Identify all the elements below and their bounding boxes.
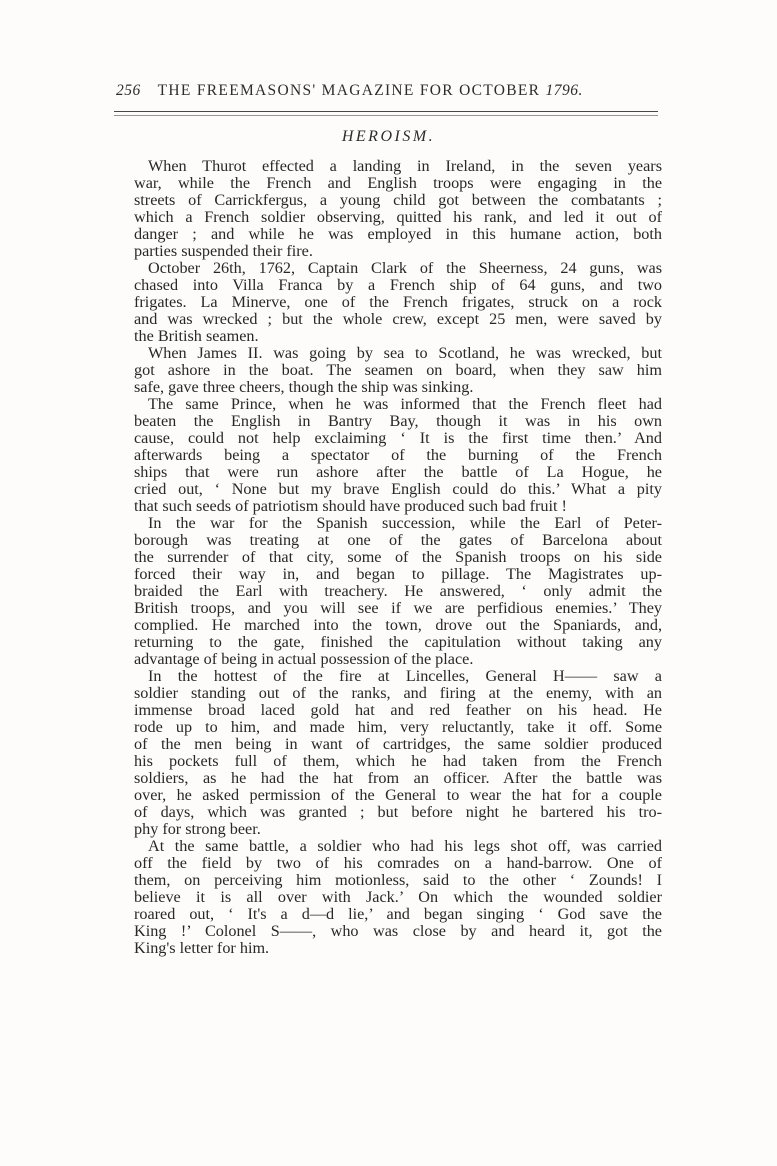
text-line: ships that were run ashore after the battle of La Hogue, he — [134, 464, 662, 481]
text-line: the surrender of that city, some of the Spanish troops on his side — [134, 549, 662, 566]
text-line: the British seamen. — [134, 328, 259, 345]
text-line: streets of Carrickfergus, a young child got between the combatants ; — [134, 192, 662, 209]
text-line: over, he asked permission of the General to wear the hat for a couple — [134, 787, 662, 804]
text-line: October 26th, 1762, Captain Clark of the Sheerness, 24 guns, was — [148, 260, 662, 277]
publication-year: 1796. — [545, 82, 583, 99]
text-line: When James II. was going by sea to Scotland, he was wrecked, but — [148, 345, 662, 362]
text-line: immense broad laced gold hat and red feather on his head. He — [134, 702, 662, 719]
text-line: phy for strong beer. — [134, 821, 261, 838]
text-line: afterwards being a spectator of the burning of the French — [134, 447, 662, 464]
text-line: of days, which was granted ; but before night he bartered his tro- — [134, 804, 662, 821]
text-line: When Thurot effected a landing in Ireland, in the seven years — [148, 158, 662, 175]
text-line: returning to the gate, finished the capitulation without taking any — [134, 634, 662, 651]
text-line: them, on perceiving him motionless, said to the other ‘ Zounds! I — [134, 872, 662, 889]
header-rule — [114, 111, 658, 112]
text-line: In the war for the Spanish succession, while the Earl of Peter- — [148, 515, 662, 532]
article-title: HEROISM. — [341, 128, 436, 145]
text-line: British troops, and you will see if we are perfidious enemies.’ They — [134, 600, 662, 617]
text-line: war, while the French and English troops were engaging in the — [134, 175, 662, 192]
text-line: got ashore in the boat. The seamen on board, when they saw him — [134, 362, 662, 379]
text-line: beaten the English in Bantry Bay, though it was in his own — [134, 413, 662, 430]
text-line: roared out, ‘ It's a d—d lie,’ and began singing ‘ God save the — [134, 906, 662, 923]
text-line: cause, could not help exclaiming ‘ It is the first time then.’ And — [134, 430, 662, 447]
text-line: frigates. La Minerve, one of the French frigates, struck on a rock — [134, 294, 662, 311]
text-line: soldier standing out of the ranks, and firing at the enemy, with an — [134, 685, 662, 702]
text-line: safe, gave three cheers, though the ship was sinking. — [134, 379, 474, 396]
publication-title: THE FREEMASONS' MAGAZINE FOR OCTOBER — [157, 82, 541, 99]
header-rule-thin — [114, 115, 658, 116]
page-number: 256 — [116, 82, 141, 99]
text-line: and was wrecked ; but the whole crew, except 25 men, were saved by — [134, 311, 662, 328]
text-line: King !’ Colonel S——, who was close by and heard it, got the — [134, 923, 662, 940]
text-line: At the same battle, a soldier who had his legs shot off, was carried — [148, 838, 662, 855]
text-line: off the field by two of his comrades on a hand-barrow. One of — [134, 855, 662, 872]
text-line: braided the Earl with treachery. He answered, ‘ only admit the — [134, 583, 662, 600]
text-line: The same Prince, when he was informed that the French fleet had — [148, 396, 662, 413]
text-line: which a French soldier observing, quitted his rank, and led it out of — [134, 209, 662, 226]
text-line: King's letter for him. — [134, 940, 270, 957]
text-line: believe it is all over with Jack.’ On which the wounded soldier — [134, 889, 662, 906]
article-body — [134, 158, 662, 957]
text-line: of the men being in want of cartridges, the same soldier produced — [134, 736, 662, 753]
text-line: parties suspended their fire. — [134, 243, 313, 260]
text-line: In the hottest of the fire at Lincelles, General H—— saw a — [148, 668, 662, 685]
text-line: his pockets full of them, which he had taken from the French — [134, 753, 662, 770]
text-line: that such seeds of patriotism should have produced such bad fruit ! — [134, 498, 567, 515]
text-line: borough was treating at one of the gates of Barcelona about — [134, 532, 662, 549]
text-line: soldiers, as he had the hat from an officer. After the battle was — [134, 770, 662, 787]
text-line: forced their way in, and began to pillage. The Magistrates up- — [134, 566, 662, 583]
text-line: complied. He marched into the town, drove out the Spaniards, and, — [134, 617, 662, 634]
text-line: rode up to him, and made him, very reluctantly, take it off. Some — [134, 719, 662, 736]
text-line: advantage of being in actual possession of the place. — [134, 651, 474, 668]
running-head — [116, 82, 656, 100]
text-line: chased into Villa Franca by a French ship of 64 guns, and two — [134, 277, 662, 294]
text-line: cried out, ‘ None but my brave English could do this.’ What a pity — [134, 481, 662, 498]
text-line: danger ; and while he was employed in this humane action, both — [134, 226, 662, 243]
